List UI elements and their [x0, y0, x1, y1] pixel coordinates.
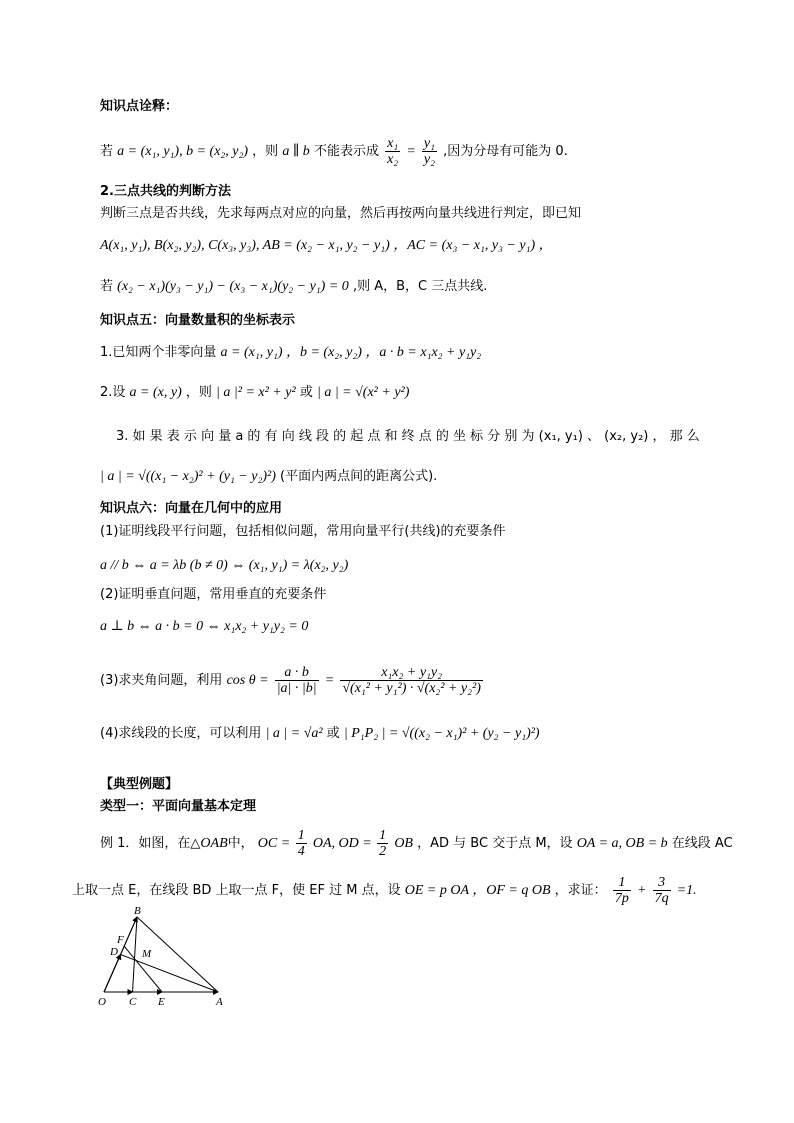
kp-note-pre: 若: [100, 144, 114, 159]
ex1-plus: +: [636, 883, 647, 898]
ex1-l1-math1: OC =: [257, 836, 294, 851]
label-d: D: [110, 946, 118, 958]
kp-note-post: ,因为分母有可能为 0.: [443, 144, 568, 159]
kp5-l2-pre: 2.设: [100, 385, 126, 400]
label-o: O: [98, 996, 106, 1008]
collinear-title: 2.三点共线的判断方法: [100, 184, 231, 199]
ex1-f1-den: 4: [297, 844, 305, 859]
collinear-math2: (x₂ − x₁)(y₃ − y₁) − (x₃ − x₁)(y₂ − y₁) = 0: [117, 279, 349, 294]
label-b: B: [134, 905, 141, 917]
ex1-f4-num: 3: [653, 875, 671, 891]
kp6-l4-pre: (4)求线段的长度，可以利用: [100, 726, 262, 741]
kp-note-eq: =: [406, 144, 416, 159]
label-f: F: [117, 934, 124, 946]
kp6-f1-den: |a| · |b|: [276, 681, 317, 696]
kp6-title: 知识点六：向量在几何中的应用: [100, 501, 283, 516]
ex1-l1-a: 例 1．如图，在△: [100, 836, 201, 851]
ex1-f2-den: 2: [379, 844, 387, 859]
kp6-line1: (1)证明线段平行问题，包括相似问题，常用向量平行(共线)的充要条件: [100, 524, 506, 539]
ex1-l1-e: 在线段 AC: [671, 836, 733, 851]
ex1-l1-d: ，AD 与 BC 交于点 M，设: [417, 836, 573, 851]
vector-ob: [104, 917, 137, 992]
kp-note-title: 知识点诠释：: [100, 99, 179, 114]
kp5-line2: [100, 383, 409, 403]
triangle-figure: [92, 905, 242, 1010]
kp5-line1: [100, 343, 481, 363]
ex1-line1: [100, 828, 733, 859]
kp-note-frac1: [385, 136, 400, 167]
kp5-l4-math: | a | = √((x₁ − x₂)² + (y₁ − y₂)²): [100, 469, 276, 484]
ex1-f2-num: 1: [379, 828, 387, 843]
kp6-line4: [100, 724, 540, 744]
kp6-l4-math2: | P₁P₂ | = √((x₂ − x₁)² + (y₂ − y₁)²): [343, 726, 540, 741]
kp5-line4: [100, 467, 437, 487]
collinear-text1: 判断三点是否共线，先求每两点对应的向量，然后再按两向量共线进行判定，即已知: [100, 206, 582, 221]
ex1-frac1: [296, 828, 307, 859]
collinear-text2-post: ,则 A，B，C 三点共线.: [352, 279, 488, 294]
kp5-l1-math: a = (x₁, y₁) ，b = (x₂, y₂) ，a · b = x₁x₂ + y₁y₂: [220, 345, 482, 360]
collinear-text2-pre: 若: [100, 279, 114, 294]
kp6-line2: (2)证明垂直问题，常用垂直的充要条件: [100, 587, 327, 602]
ex1-f1-num: 1: [297, 828, 305, 843]
ex1-l2-c: =1.: [676, 883, 697, 898]
kp-note-par: a ∥ b: [282, 144, 310, 159]
ex1-frac3: [613, 875, 631, 906]
label-c: C: [129, 996, 137, 1008]
ex1-line2: [72, 875, 697, 906]
ex1-l2-b: ，求证：: [554, 883, 607, 898]
kp-note-text: [100, 136, 568, 167]
ex1-l2-math1: OE = p OA ，OF = q OB: [404, 883, 551, 898]
ex1-frac4: [653, 875, 671, 906]
collinear-math1: A(x₁, y₁), B(x₂, y₂), C(x₃, y₃), AB = (x₂ − x₁, y₂ − y₁) ，AC = (x₃ − x₁, y₃ − y₁) ，: [100, 238, 553, 253]
ex1-l1-math3: OB: [394, 836, 413, 851]
kp5-l2-mid: ，则: [185, 385, 212, 400]
kp6-l3-pre: (3)求夹角问题，利用: [100, 673, 223, 688]
kp-note-frac2: [422, 136, 437, 167]
ex1-f3-num: 1: [613, 875, 631, 891]
frac2-den: y₂: [423, 152, 436, 167]
frac2-num: y₁: [423, 136, 436, 151]
ex1-f4-den: 7q: [654, 891, 669, 906]
kp6-f1-num: a · b: [275, 665, 319, 681]
frac1-num: x₁: [387, 136, 399, 151]
ex1-l1-c: 中，: [227, 836, 254, 851]
kp6-f2-num: x₁x₂ + y₁y₂: [340, 665, 483, 681]
kp5-l1-pre: 1.已知两个非零向量: [100, 345, 217, 360]
kp6-l3-cos: cos θ =: [226, 673, 269, 688]
examples-title: 【典型例题】: [100, 777, 179, 792]
kp5-line3: 3. 如 果 表 示 向 量 a 的 有 向 线 段 的 起 点 和 终 点 的 坐 标 分 别 为 (x₁, y₁) 、 (x₂, y₂) ， 那 么: [116, 429, 700, 444]
kp6-l3-frac1: [275, 665, 319, 696]
frac1-den: x₂: [387, 152, 399, 167]
kp5-l2-or: 或: [299, 385, 313, 400]
kp6-l4-math1: | a | = √a²: [265, 726, 323, 741]
kp6-l3-frac2: [340, 665, 483, 696]
kp6-line3: (3)求夹角问题，利用 cos θ = $\frac{a \cdot b}{|a| \cdot |b|}$ = $\frac{\text{x₁x₂ + y₁y₂}}{\text{√(x₁² + y₁²) · √(x₂² + y₂²)}}$: [100, 665, 481, 696]
kp5-l2-math1: a = (x, y): [129, 385, 182, 400]
kp6-l4-or: 或: [326, 726, 340, 741]
type1-title: 类型一：平面向量基本定理: [100, 799, 257, 814]
kp5-title: 知识点五：向量数量积的坐标表示: [100, 313, 296, 328]
kp5-l2-math2: | a |² = x² + y²: [216, 385, 296, 400]
ex1-frac2: [377, 828, 388, 859]
ex1-l1-b: OAB: [200, 836, 228, 851]
kp6-line2-math: a ⊥ b ⇔ a · b = 0 ⇔ x₁x₂ + y₁y₂ = 0: [100, 619, 309, 634]
kp6-f2-den: √(x₁² + y₁²) · √(x₂² + y₂²): [342, 681, 481, 696]
label-m: M: [142, 948, 152, 960]
ex1-f3-den: 7p: [614, 891, 629, 906]
kp5-l4-post: (平面内两点间的距离公式).: [280, 469, 438, 484]
kp6-line1-math: a // b ⇔ a = λb (b ≠ 0) ⇔ (x₁, y₁) = λ(x₂, y₂): [100, 558, 349, 573]
ex1-l1-math2: OA, OD =: [312, 836, 376, 851]
collinear-line2: [100, 277, 487, 297]
ex1-l2-a: 上取一点 E，在线段 BD 上取一点 F，使 EF 过 M 点，设: [72, 883, 401, 898]
kp5-l2-math3: | a | = √(x² + y²): [316, 385, 410, 400]
ex1-l1-math4: OA = a, OB = b: [576, 836, 668, 851]
segment-bc: [133, 917, 138, 992]
kp-note-cond: a = (x₁, y₁), b = (x₂, y₂): [117, 144, 249, 159]
kp-note-mid2: 不能表示成: [313, 144, 379, 159]
label-e: E: [158, 996, 165, 1008]
kp-note-mid: ，则: [252, 144, 279, 159]
label-a: A: [216, 996, 223, 1008]
